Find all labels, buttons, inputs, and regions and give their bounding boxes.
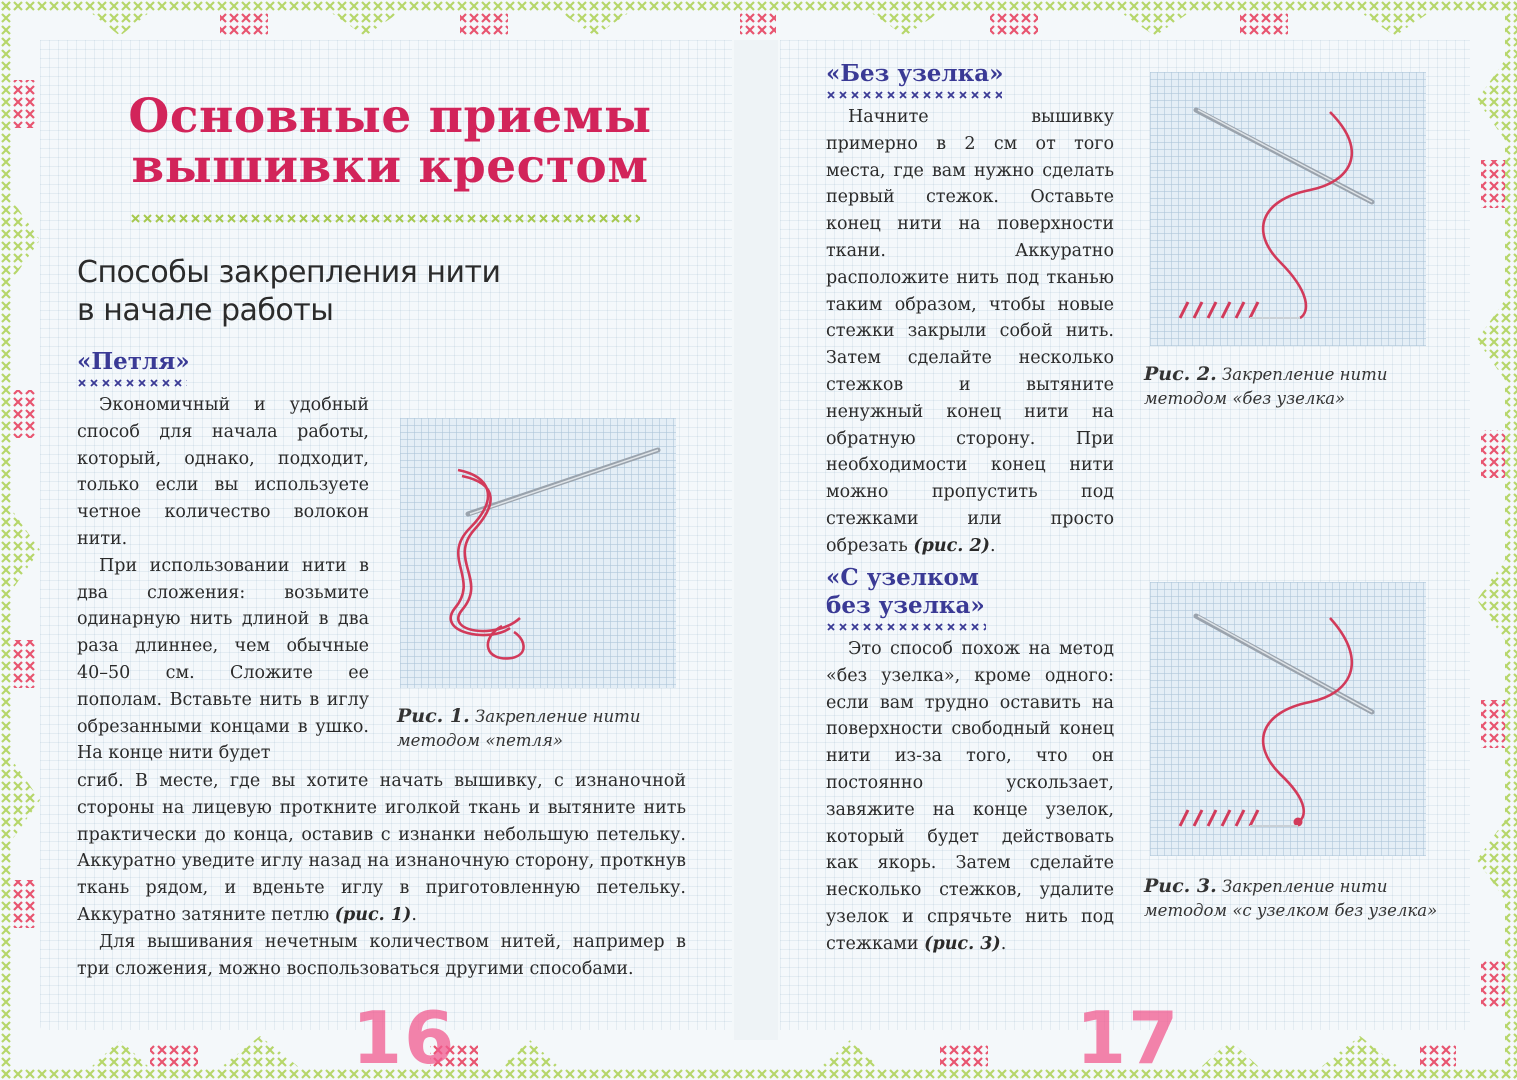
heading-s-uzelkom	[826, 564, 985, 620]
bez-uzelka-paragraph-text: Начните вышивку примерно в 2 см от того места, где вам нужно сделать первый стежок. Оставьте конец нити на поверхности ткани. Аккуратно расположите нить под тканью таким образом, чтобы новые стежки закрыли собой нить. Затем сделайте несколько стежков и вытяните ненужный конец нити на обратную сторону. При необходимости конец нити можно пропустить под стежками или просто обрезать	[826, 107, 1114, 556]
figure-1-panel	[400, 418, 676, 688]
s-uzelkom-paragraph-text: Это способ похож на метод «без узелка», кроме одного: если вам трудно оставить на поверхности свободный конец нити из-за того, что он постоянно ускользает, завяжите на конце узелок, который будет действовать как якорь. Затем сделайте несколько стежков, удалите узелок и спрячьте нить под стежками	[826, 639, 1114, 954]
petlya-text-wide	[77, 768, 686, 982]
s-uzelkom-paragraph	[826, 636, 1114, 958]
subtitle-line1: Способы закрепления нити	[77, 255, 501, 290]
petlya-paragraph-2b	[77, 768, 686, 929]
figure-1-label: Рис. 1.	[397, 705, 470, 727]
petlya-paragraph-3: Для вышивания нечетным количеством нитей, например в три сложения, можно воспользоваться другими способами.	[77, 931, 686, 979]
needle-with-knot-illustration	[1150, 582, 1426, 856]
heading-s-uzelkom-line2: без узелка»	[826, 592, 985, 619]
fig1-reference: (рис. 1)	[334, 904, 412, 925]
figure-2-caption	[1144, 362, 1444, 411]
section-subtitle	[77, 254, 500, 330]
figure-3-caption	[1144, 874, 1444, 923]
bez-uzelka-paragraph-end: .	[989, 535, 996, 556]
s-uzelkom-paragraph-end: .	[1000, 933, 1007, 954]
heading-bez-uzelka-stitches	[826, 90, 1002, 102]
petlya-text-narrow	[77, 392, 369, 767]
figure-2-label: Рис. 2.	[1144, 363, 1217, 385]
figure-3-panel	[1150, 582, 1426, 856]
figure-1-caption	[397, 704, 687, 753]
page-title	[120, 89, 660, 194]
petlya-paragraph-2b-end: .	[411, 904, 417, 925]
page-number-left: 16	[352, 996, 457, 1080]
heading-petlya-stitches	[77, 378, 187, 390]
figure-2-caption-text: Закрепление нити методом «без узелка»	[1144, 365, 1388, 408]
title-divider-stitches	[130, 212, 640, 228]
page-number-right: 17	[1076, 996, 1181, 1080]
page-title-line2: вышивки крестом	[131, 139, 649, 194]
petlya-paragraph-2b-text: сгиб. В месте, где вы хотите начать вышивку, с изнаночной стороны на лицевую проткните иголкой ткань и вытяните нить практически до конца, оставив с изнанки небольшую петельку. Аккуратно уведите иглу назад на изнаночную сторону, проткнув ткань рядом, и вденьте иглу в приготовленную петельку. Аккуратно затяните петлю	[77, 771, 686, 925]
heading-petlya: «Петля»	[77, 348, 190, 375]
bez-uzelka-text	[826, 104, 1114, 560]
needle-loop-illustration	[400, 418, 676, 688]
petlya-paragraph-1: Экономичный и удобный способ для начала работы, который, однако, подходит, только если вы используете четное количество волокон нити.	[77, 395, 369, 549]
figure-2-panel	[1150, 72, 1426, 346]
page-title-line1: Основные приемы	[128, 89, 652, 144]
petlya-paragraph-2a: При использовании нити в два сложения: возьмите одинарную нить длиной в два раза длиннее, чем обычные 40–50 см. Сложите ее пополам. Вставьте нить в иглу обрезанными концами в ушко. На конце нити будет	[77, 555, 369, 764]
s-uzelkom-text	[826, 636, 1114, 958]
bez-uzelka-paragraph	[826, 104, 1114, 560]
fig3-reference: (рис. 3)	[924, 933, 1001, 954]
heading-s-uzelkom-stitches	[826, 622, 986, 634]
figure-1-caption-text: Закрепление нити методом «петля»	[397, 707, 641, 750]
heading-s-uzelkom-line1: «С узелком	[826, 564, 979, 591]
needle-no-knot-illustration	[1150, 72, 1426, 346]
fig2-reference: (рис. 2)	[913, 535, 990, 556]
figure-3-caption-text: Закрепление нити методом «с узелком без узелка»	[1144, 877, 1438, 920]
heading-bez-uzelka: «Без узелка»	[826, 60, 1004, 87]
subtitle-line2: в начале работы	[77, 293, 334, 328]
figure-3-label: Рис. 3.	[1144, 875, 1217, 897]
